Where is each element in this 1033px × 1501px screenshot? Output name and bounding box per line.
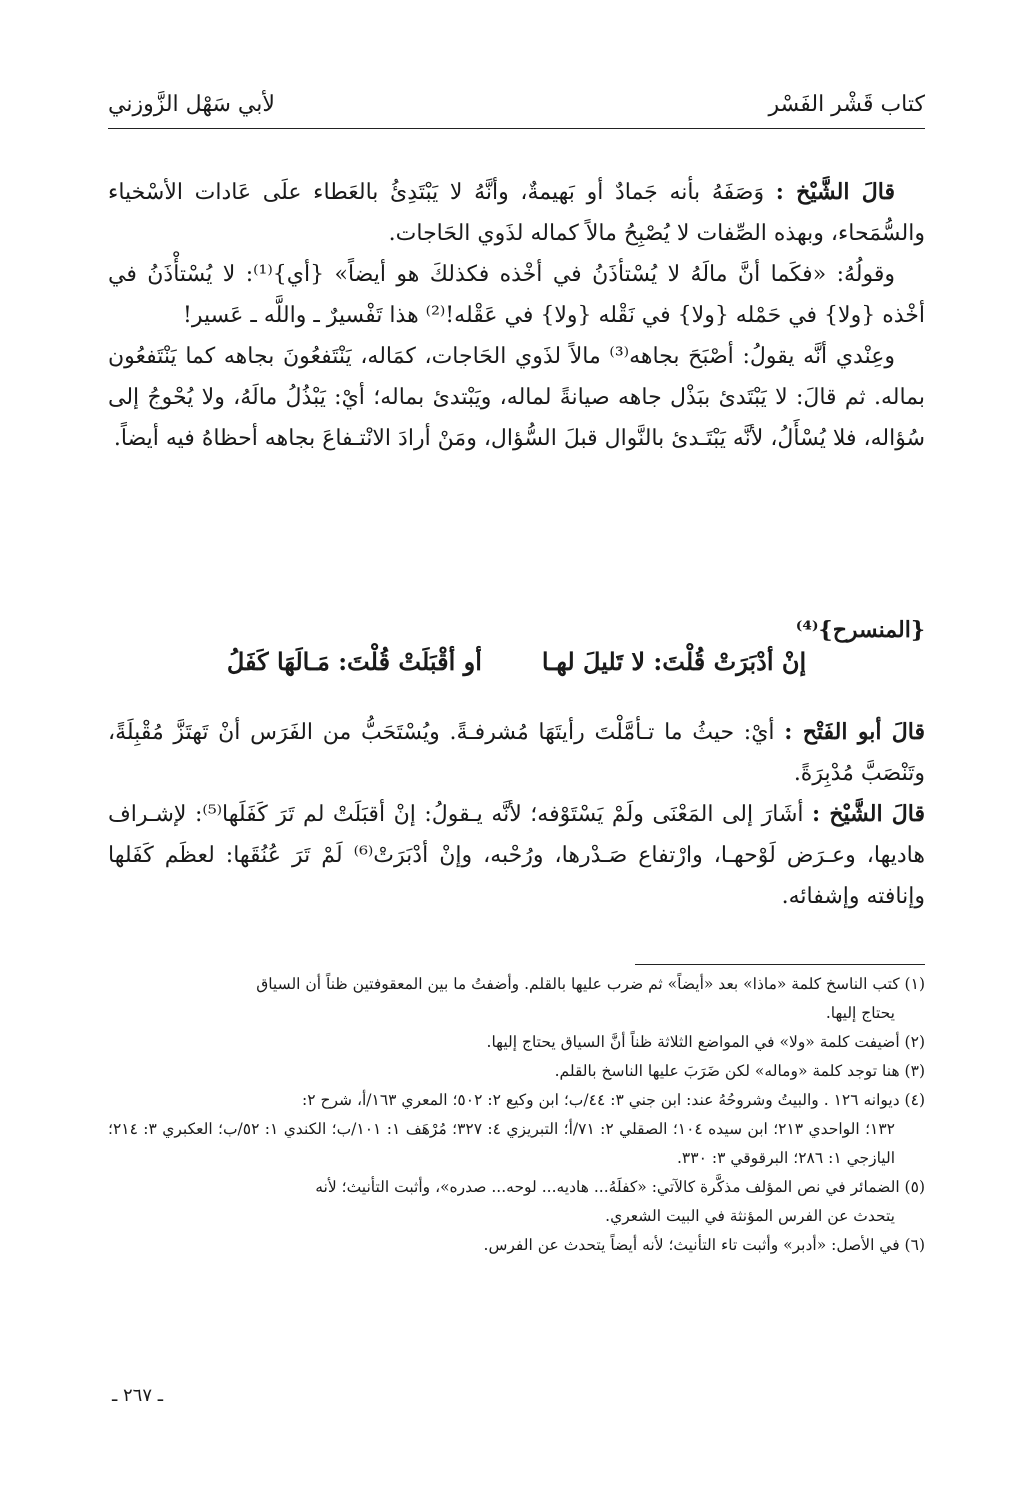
- paragraph-text: وقولُهُ: «فكَما أنَّ مالَهُ لا يُسْتأذَنُ في أخْذه فكذلكَ هو أيضاً» {أي}⁽¹⁾: لا يُسْتأْذَنُ في أخْذه {ولا} في حَمْله {ولا} في نَقْله {ولا} في عَقْله!⁽²⁾ هذا تَفْسيرٌ ـ واللَّه ـ عَسير!: [108, 262, 925, 328]
- footnote-2: [108, 1028, 925, 1057]
- commentary-text: [108, 712, 925, 917]
- verse-hemistich-2: أو أقْبَلَتْ قُلْتَ: مَـالَهَا كَفَلُ: [226, 647, 482, 676]
- header-author: لأبي سَهْل الزَّوزني: [108, 92, 275, 117]
- commentary-text: أيْ: حيثُ ما تـأمَّلْتَ رأيتَهَا مُشرفـةً. ويُسْتَحَبُّ من الفَرَس أنْ تَهتَزَّ مُقْبِلَةً، وتَنْصَبَّ مُدْبِرَةً.: [108, 720, 925, 786]
- verse-hemistich-1: إنْ أدْبَرَتْ قُلْتَ: لا تَليلَ لهـا: [541, 647, 807, 676]
- footnote-text: (٥) الضمائر في نص المؤلف مذكَّرة كالآتي: «كفلَهُ... هاديه... لوحه... صدره»، وأثبت التأنيث؛ لأنه: [315, 1178, 925, 1196]
- running-header: [108, 88, 925, 129]
- footnote-text: (٦) في الأصل: «أدبر» وأثبت تاء التأنيث؛ لأنه أيضاً يتحدث عن الفرس.: [483, 1236, 925, 1254]
- footnote-text: (٤) ديوانه ١٢٦ . والبيتُ وشروحُهُ عند: ابن جني ٣: ٤٤/ب؛ ابن وكيع ٢: ٥٠٢؛ المعري ١٦٣/أ، شرح ٢:: [302, 1091, 925, 1109]
- footnote-text: يحتاج إليها.: [825, 1004, 895, 1022]
- footnotes: [108, 970, 925, 1260]
- verse-line: [108, 647, 925, 676]
- footnote-separator: [635, 964, 925, 965]
- footnote-text: (١) كتب الناسخ كلمة «ماذا» بعد «أيضاً» ثم ضرب عليها بالقلم. وأضفتُ ما بين المعقوفتين ظناً أن السياق: [256, 975, 925, 993]
- paragraph-text: وعِنْدي أنَّه يقولُ: أصْبَحَ بجاهه⁽³⁾ مالاً لذَوي الحَاجات، كمَاله، يَنْتَفعُونَ بجاهه كما يَنْتَفعُون بماله. ثم قالَ: لا يَبْتَدئ ببَذْل جاهه صيانةً لماله، ويَبْتدئ بماله؛ أيْ: يَبْذُلُ مالَهُ، ولا يُحْوجُ إلى سُؤاله، فلا يُسْأَلُ، لأنَّه يَبْتَـدئ بالنَّوال قبلَ السُّؤال، ومَنْ أرادَ الانْتـفاعَ بجاهه أحظاهُ فيه أيضاً.: [108, 344, 925, 451]
- footnote-1-cont: [108, 999, 925, 1028]
- footnote-3: [108, 1057, 925, 1086]
- speaker-label: قالَ الشَّيْخ :: [775, 179, 895, 205]
- footnote-1: [108, 970, 925, 999]
- footnote-4: [108, 1086, 925, 1115]
- footnote-text: يتحدث عن الفرس المؤنثة في البيت الشعري.: [605, 1207, 895, 1225]
- commentary-text: أشَارَ إلى المَعْنَى ولَمْ يَسْتَوْفه؛ لأنَّه يـقولُ: إنْ أقبَلَتْ لم تَرَ كَفَلَها⁽⁵⁾: لإشـراف هاديها، وعـرَض لَوْحهـا، وارْتفاع صَـدْرها، ورُحْبه، وإنْ أدْبَرَتْ⁽⁶⁾ لَمْ تَرَ عُنُقَها: لعظَم كَفَلها وإنافته وإشفائه.: [108, 802, 925, 909]
- footnote-5-cont: [108, 1202, 925, 1231]
- paragraph-1: [108, 172, 925, 254]
- paragraph-text: وَصَفَهُ بأنه جَمادٌ أو بَهيمةٌ، وأنَّهُ لا يَبْتَدِئُ بالعَطاء علَى عَادات الأسْخياء والسُّمَحاء، وبهذه الصِّفات لا يُصْبِحُ مالاً كماله لذَوي الحَاجات.: [108, 180, 925, 246]
- verse-meter: {المنسرح}⁽⁴⁾: [795, 617, 925, 643]
- footnote-text: ١٣٢؛ الواحدي ٢١٣؛ ابن سيده ١٠٤؛ الصقلي ٢: ٧١/أ؛ التبريزي ٤: ٣٢٧؛ مُرْهَف ١: ١٠١/ب؛ الكندي ١: ٥٢/ب؛ العكبري ٣: ٢١٤؛ اليازجي ١: ٢٨٦؛ البرقوقي ٣: ٣٣٠.: [108, 1120, 895, 1167]
- commentary-2: [108, 794, 925, 917]
- main-text: [108, 172, 925, 459]
- verse-block: [108, 617, 925, 682]
- commentary-1: [108, 712, 925, 794]
- paragraph-3: [108, 336, 925, 459]
- footnote-4-cont: [108, 1115, 925, 1173]
- speaker-label: قالَ أبو الفَتْح :: [784, 719, 926, 745]
- header-book-title: كتاب قَشْر الفَسْر: [768, 92, 925, 117]
- paragraph-2: [108, 254, 925, 336]
- footnote-5: [108, 1173, 925, 1202]
- page-number: ـ ٢٦٧ ـ: [112, 1385, 164, 1406]
- footnote-text: (٣) هنا توجد كلمة «وماله» لكن ضَرَبَ عليها الناسخ بالقلم.: [554, 1062, 925, 1080]
- footnote-text: (٢) أضيفت كلمة «ولا» في المواضع الثلاثة ظناً أنَّ السياق يحتاج إليها.: [486, 1033, 925, 1051]
- footnote-6: [108, 1231, 925, 1260]
- speaker-label: قالَ الشَّيْخ :: [812, 801, 925, 827]
